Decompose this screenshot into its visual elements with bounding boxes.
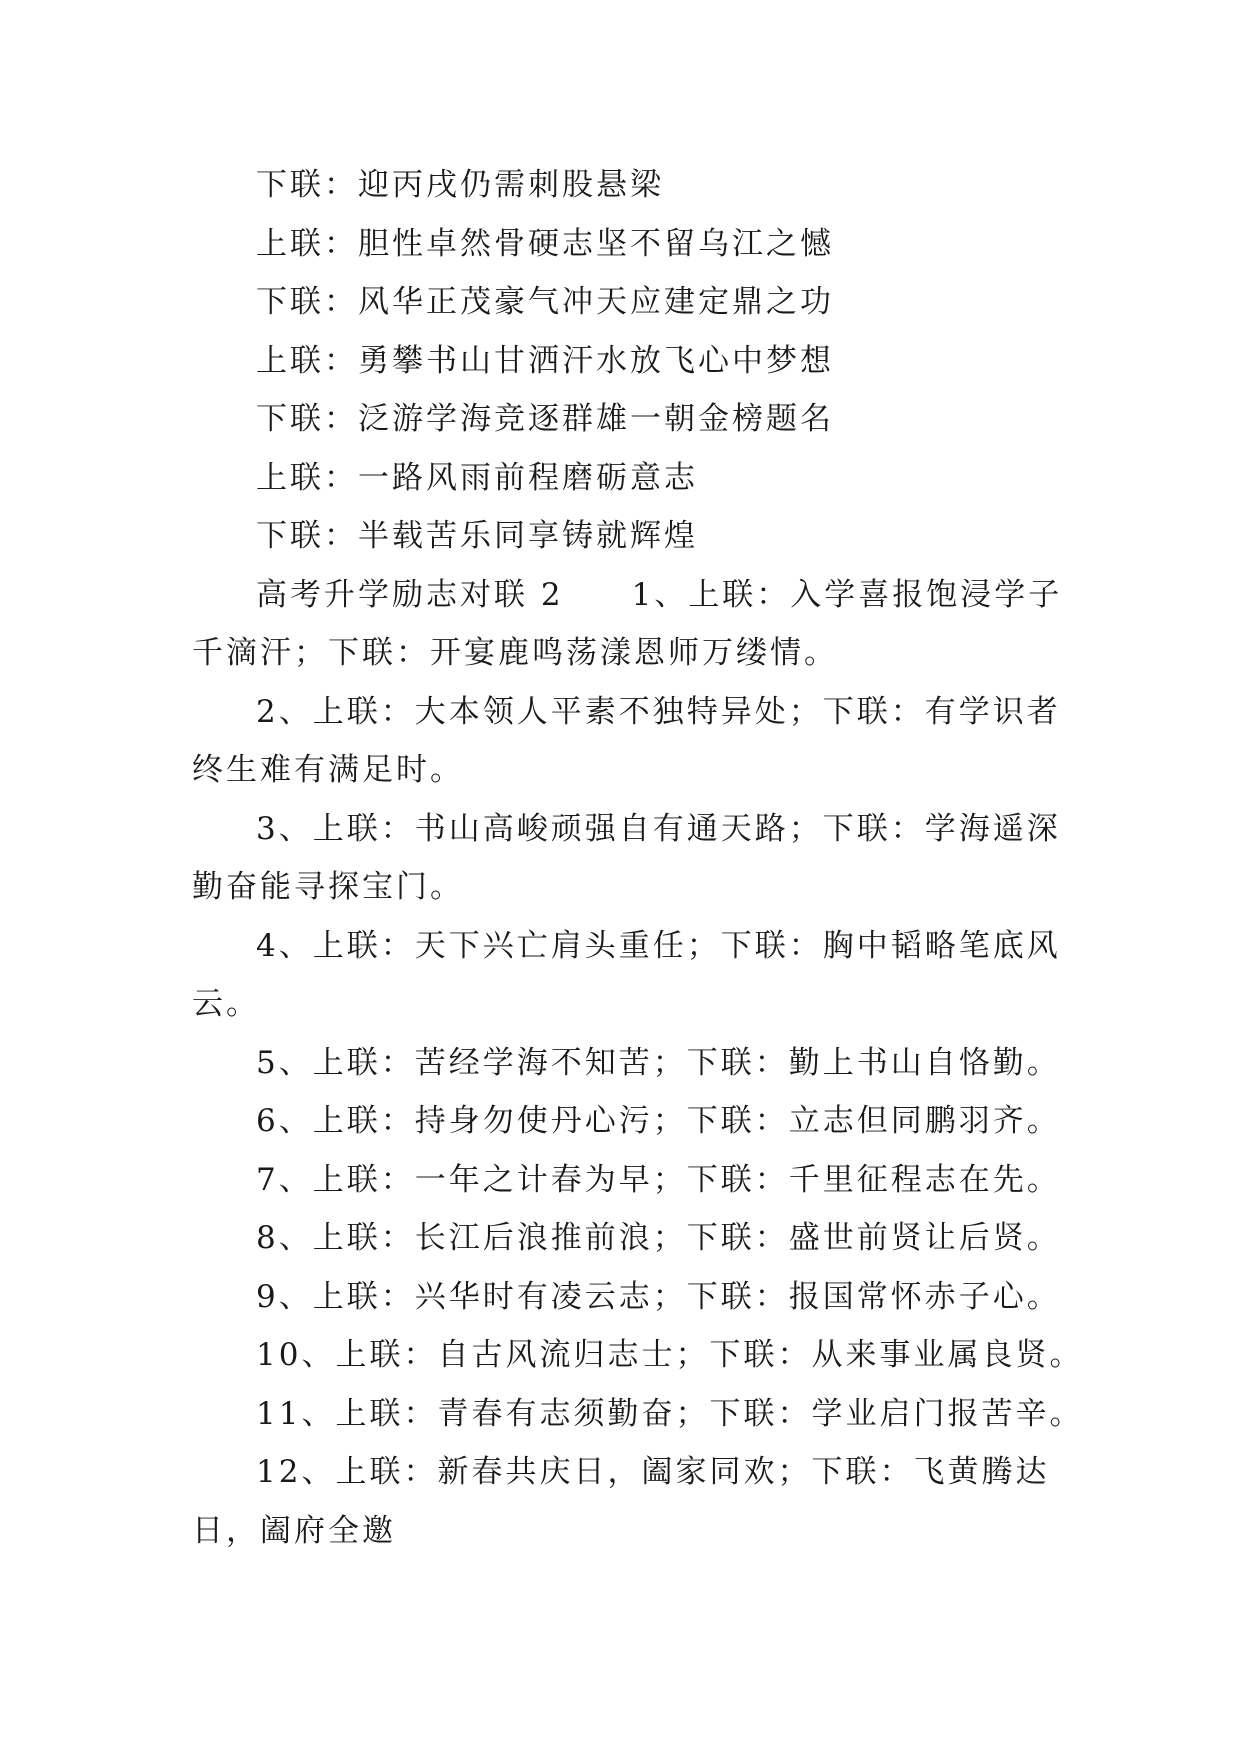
couplet-item: 3、上联：书山高峻顽强自有通天路；下联：学海遥深勤奋能寻探宝门。: [192, 810, 1061, 905]
couplet-item: 10、上联：自古风流归志士；下联：从来事业属良贤。: [256, 1337, 1084, 1373]
couplet-line: 上联：一路风雨前程磨砺意志: [256, 459, 698, 496]
section-heading-paragraph: 高考升学励志对联 2 1、上联：入学喜报饱浸学子千滴汗；下联：开宴鹿鸣荡漾恩师万缕情。: [192, 576, 1063, 671]
couplet-item: 7、上联：一年之计春为早；下联：千里征程志在先。: [256, 1161, 1061, 1198]
couplet-line: 下联：风华正茂豪气冲天应建定鼎之功: [256, 284, 834, 320]
couplet-line: 上联：胆性卓然骨硬志坚不留乌江之憾: [256, 225, 834, 262]
couplet-item: 5、上联：苦经学海不知苦；下联：勤上书山自恪勤。: [256, 1044, 1061, 1081]
couplet-item: 2、上联：大本领人平素不独特异处；下联：有学识者终生难有满足时。: [192, 693, 1061, 788]
couplet-line: 下联：迎丙戌仍需刺股悬梁: [256, 167, 664, 203]
couplet-line: 下联：泛游学海竞逐群雄一朝金榜题名: [256, 401, 834, 437]
couplet-item: 11、上联：青春有志须勤奋；下联：学业启门报苦辛。: [256, 1395, 1084, 1432]
couplet-item: 8、上联：长江后浪推前浪；下联：盛世前贤让后贤。: [256, 1220, 1061, 1256]
couplet-item: 6、上联：持身勿使丹心污；下联：立志但同鹏羽齐。: [256, 1103, 1061, 1139]
couplet-item: 4、上联：天下兴亡肩头重任；下联：胸中韬略笔底风云。: [192, 927, 1061, 1022]
couplet-line: 下联：半载苦乐同享铸就辉煌: [256, 518, 698, 554]
couplet-item: 12、上联：新春共庆日，阖家同欢；下联：飞黄腾达日，阖府全邀: [192, 1454, 1050, 1549]
document-body: [192, 156, 1084, 1560]
couplet-item: 9、上联：兴华时有凌云志；下联：报国常怀赤子心。: [256, 1278, 1061, 1315]
couplet-line: 上联：勇攀书山甘洒汗水放飞心中梦想: [256, 342, 834, 379]
